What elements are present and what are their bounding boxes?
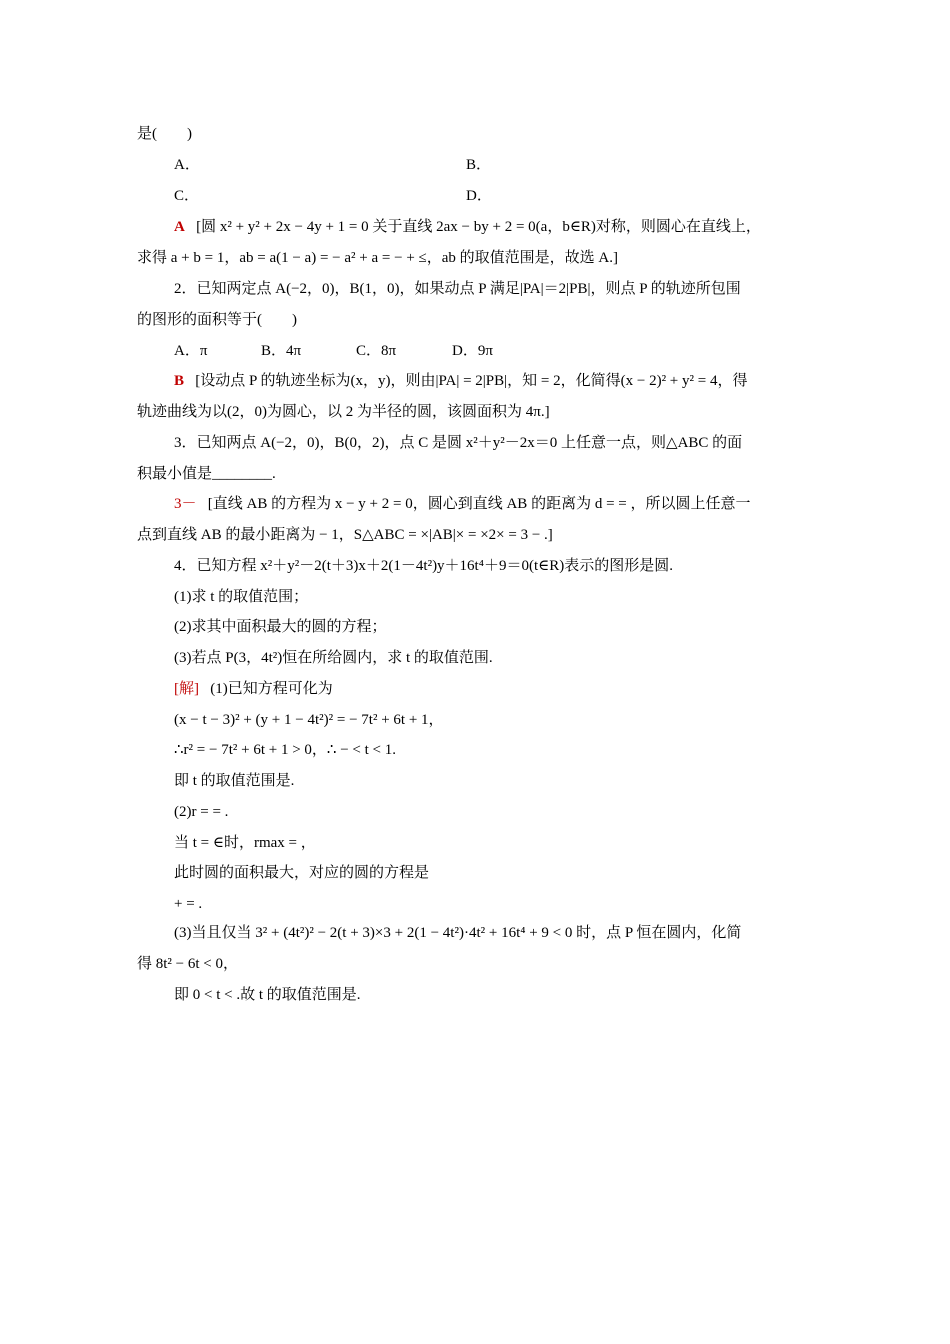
q4-part-2: (2)求其中面积最大的圆的方程； (174, 619, 387, 635)
q2-answer-key: B (174, 373, 185, 389)
solution-label: [解] (174, 681, 199, 697)
q1-explanation-1: [圆 x² + y² + 2x − 4y + 1 = 0 关于直线 2ax − by + 2 = 0(a，b∈R)对称，则圆心在直线上， (196, 219, 761, 235)
q4-part-1: (1)求 t 的取值范围； (174, 589, 309, 605)
q3-stem-1: 3．已知两点 A(−2，0)，B(0，2)，点 C 是圆 x²＋y²－2x＝0 上任意一点，则△ABC 的面 (174, 435, 743, 451)
q2-option-d: D．9π (452, 343, 493, 359)
q2-option-b: B．4π (261, 343, 302, 359)
q4-solution-2: (x − t − 3)² + (y + 1 − 4t²)² = − 7t² + 6t + 1， (174, 712, 444, 728)
q1-stem-tail: 是( ) (137, 126, 192, 142)
q3-answer-key: 3－ (174, 496, 197, 512)
q2-answer-line-1 (174, 369, 812, 393)
q2-stem-2: 的图形的面积等于( ) (137, 312, 297, 328)
q1-option-d: D． (466, 188, 492, 204)
q2-option-c: C．8π (356, 343, 397, 359)
q1-option-c: C． (174, 188, 200, 204)
q4-solution-10: 得 8t² − 6t < 0， (137, 956, 239, 972)
q4-solution-6: 当 t = ∈时，rmax = ， (174, 835, 316, 851)
q2-explanation-2: 轨迹曲线为以(2，0)为圆心，以 2 为半径的圆，该圆面积为 4π.] (137, 404, 550, 420)
q4-solution-3: ∴r² = − 7t² + 6t + 1 > 0，∴ − < t < 1. (174, 742, 397, 758)
q3-explanation-1: [直线 AB 的方程为 x − y + 2 = 0，圆心到直线 AB 的距离为 d = = ，所以圆上任意一 (207, 496, 751, 512)
q3-explanation-2: 点到直线 AB 的最小距离为 − 1，S△ABC = ×|AB|× = ×2× = 3 − .] (137, 527, 553, 543)
q1-option-b: B． (466, 157, 492, 173)
q4-solution-11: 即 0 < t < .故 t 的取值范围是. (174, 987, 361, 1003)
q4-solution-8: + = . (174, 896, 203, 912)
q4-solution-1: (1)已知方程可化为 (210, 681, 333, 697)
q4-solution-line-1 (174, 677, 812, 701)
q4-solution-7: 此时圆的面积最大，对应的圆的方程是 (174, 865, 430, 881)
q2-explanation-1: [设动点 P 的轨迹坐标为(x，y)，则由|PA| = 2|PB|，知 = 2，化简得(x − 2)² + y² = 4，得 (195, 373, 748, 389)
q1-answer-line-1 (174, 215, 812, 239)
q1-option-a: A． (174, 157, 200, 173)
q4-stem: 4．已知方程 x²＋y²－2(t＋3)x＋2(1－4t²)y＋16t⁴＋9＝0(t∈R)表示的图形是圆. (174, 558, 673, 574)
q4-solution-4: 即 t 的取值范围是. (174, 773, 295, 789)
q2-stem-1: 2．已知两定点 A(−2，0)，B(1，0)，如果动点 P 满足|PA|＝2|PB|，则点 P 的轨迹所包围 (174, 281, 741, 297)
q4-part-3: (3)若点 P(3，4t²)恒在所给圆内，求 t 的取值范围. (174, 650, 493, 666)
q4-solution-5: (2)r = = . (174, 804, 229, 820)
q1-explanation-2: 求得 a + b = 1，ab = a(1 − a) = − a² + a = − + ≤，ab 的取值范围是，故选 A.] (137, 250, 618, 266)
q3-stem-2: 积最小值是________. (137, 466, 276, 482)
q1-answer-key: A (174, 219, 185, 235)
q3-answer-line-1 (174, 492, 812, 516)
q2-option-a: A．π (174, 343, 208, 359)
q4-solution-9: (3)当且仅当 3² + (4t²)² − 2(t + 3)×3 + 2(1 − 4t²)·4t² + 16t⁴ + 9 < 0 时，点 P 恒在圆内，化简 (174, 925, 742, 941)
